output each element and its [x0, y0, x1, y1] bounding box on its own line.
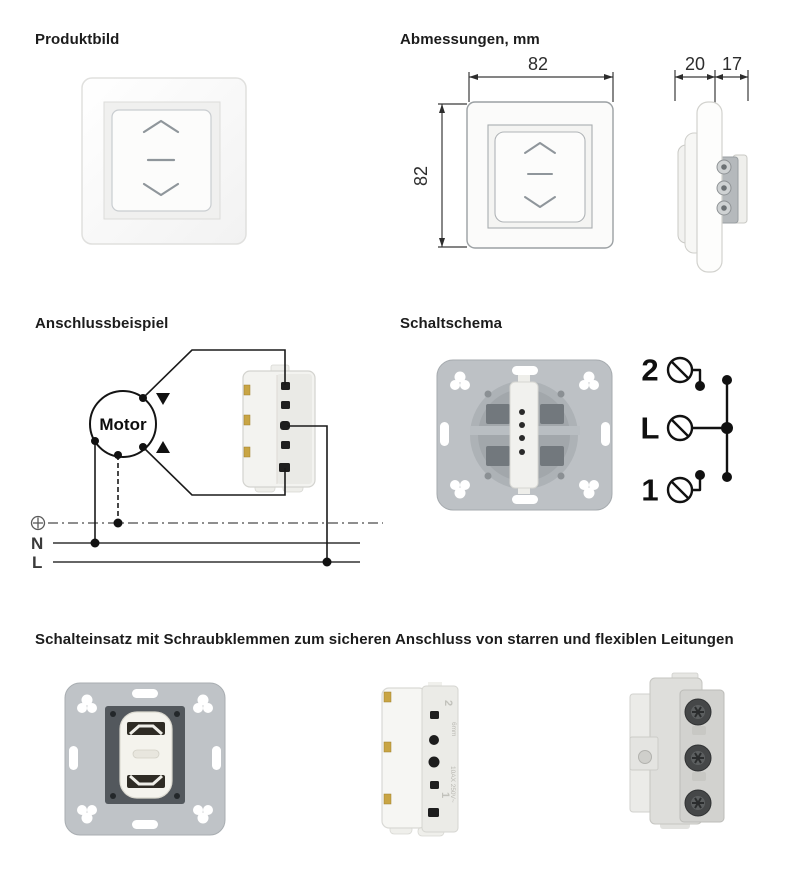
screw-icon — [685, 790, 711, 816]
anschlussbeispiel-heading: Anschlussbeispiel — [35, 315, 169, 332]
insert-body-right — [422, 686, 458, 832]
abmessungen-heading: Abmessungen, mm — [400, 31, 540, 48]
front-width-label: 82 — [527, 54, 549, 74]
screw-icon — [685, 699, 711, 725]
wiring-diagram — [25, 335, 405, 583]
down-arrow-icon — [156, 393, 170, 405]
marking-1: 1 — [439, 792, 451, 799]
insert-side-photo — [372, 678, 467, 840]
product-photo — [57, 68, 257, 253]
fixing-tab — [630, 737, 658, 770]
side-view-screws — [717, 160, 731, 215]
produktbild-heading: Produktbild — [35, 31, 120, 48]
insert-body-left — [382, 688, 426, 828]
earth-symbol-icon — [32, 517, 45, 530]
strip-gauge-text: 6mm — [450, 722, 457, 737]
front-view-rocker — [495, 132, 585, 222]
terminal-screws — [685, 699, 711, 816]
insert-body — [510, 375, 538, 494]
terminal-1-label: 1 — [641, 472, 659, 508]
side-view-profile — [678, 102, 747, 272]
switch-insert-illustration — [243, 365, 315, 492]
neutral-label: N — [31, 534, 44, 553]
side-depth-left-label: 20 — [684, 54, 706, 74]
terminal-l-label: L — [640, 410, 660, 446]
tab-hole — [639, 751, 652, 764]
terminal-2-label: 2 — [641, 352, 659, 388]
screw-icon — [685, 745, 711, 771]
live-label: L — [32, 553, 43, 572]
insert-front-photo — [57, 676, 227, 838]
rating-text: 10AX 250V~ — [449, 766, 456, 803]
screw-terminal-icons — [668, 358, 692, 502]
dimension-drawing — [405, 52, 795, 270]
schalteinsatz-heading: Schalteinsatz mit Schraubklemmen zum sicheren Anschluss von starren und flexiblen Leitungen — [35, 631, 734, 648]
front-height-label: 82 — [411, 165, 431, 187]
circuit-schematic — [630, 343, 750, 528]
side-depth-right-label: 17 — [721, 54, 743, 74]
marking-2: 2 — [442, 700, 454, 707]
schaltschema-heading: Schaltschema — [400, 315, 503, 332]
schaltschema-photo — [428, 354, 618, 516]
up-arrow-icon — [156, 441, 170, 453]
insert-terminal-photo — [622, 664, 742, 836]
motor-label: Motor — [99, 415, 147, 434]
